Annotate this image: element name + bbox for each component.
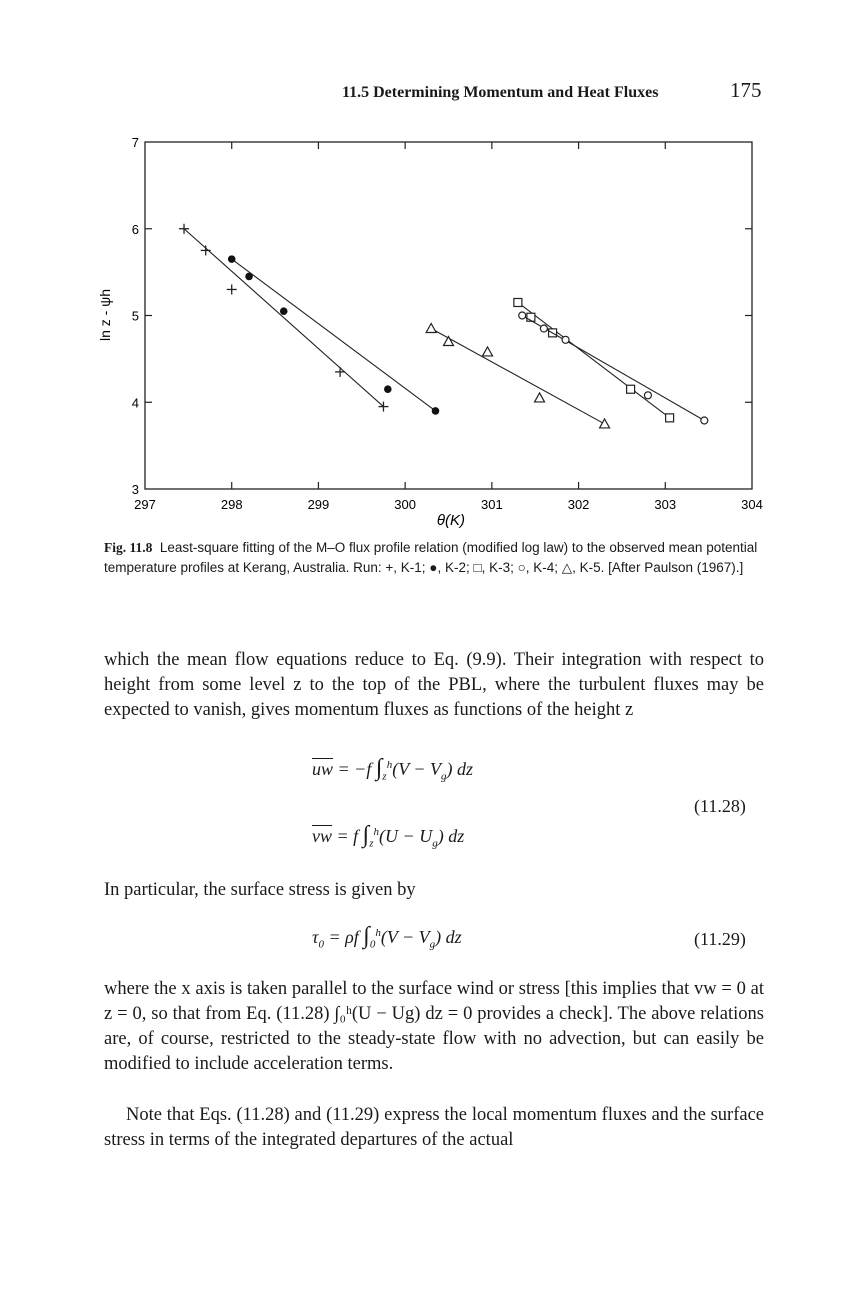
series-k-2 bbox=[228, 255, 439, 414]
x-tick-label: 299 bbox=[307, 497, 330, 512]
x-tick-label: 302 bbox=[567, 497, 590, 512]
y-tick-labels bbox=[132, 135, 139, 497]
y-tick-label: 5 bbox=[131, 308, 139, 324]
data-point-k-2 bbox=[432, 407, 440, 415]
x-tick-label: 304 bbox=[741, 497, 763, 512]
equation-tau0: $\tau_0 = \rho f$ $\int_0^h(V - V_g)$ dz bbox=[312, 923, 462, 951]
data-point-k-3 bbox=[666, 414, 674, 422]
data-point-k-4 bbox=[519, 312, 526, 319]
paragraph-4: Note that Eqs. (11.28) and (11.29) express the local momentum fluxes and the surface stress in terms of the integrated departures of the actual bbox=[104, 1105, 764, 1150]
y-tick-label: 3 bbox=[131, 482, 139, 497]
fit-line-k-5 bbox=[431, 329, 604, 424]
paragraph-3: where the x axis is taken parallel to the surface wind or stress [this implies that vw = 0 at z = 0, so that from Eq. (11.28) ∫₀ʰ(U − Ug) dz = 0 provides a check]. The above relations are, of course, restricted to the steady-state flow with no advection, but can easily be modified to include acceleration terms. bbox=[104, 979, 764, 1074]
y-tick-label: 7 bbox=[131, 135, 139, 150]
data-point-k-2 bbox=[384, 385, 392, 393]
x-tick-label: 303 bbox=[654, 497, 677, 512]
data-point-k-4 bbox=[540, 325, 547, 332]
data-point-k-5 bbox=[600, 419, 610, 428]
data-point-k-5 bbox=[444, 337, 454, 346]
x-tick-label: 297 bbox=[134, 497, 156, 512]
figure-label: Fig. 11.8 bbox=[104, 540, 153, 555]
series-layer bbox=[179, 224, 708, 428]
series-k-4 bbox=[519, 312, 708, 424]
data-point-k-2 bbox=[280, 307, 288, 315]
y-tick-label: 4 bbox=[131, 395, 139, 411]
data-point-k-2 bbox=[228, 255, 236, 263]
x-tick-labels bbox=[134, 497, 763, 512]
data-point-k-3 bbox=[514, 298, 522, 306]
figure-caption-text: Least-square fitting of the M–O flux profile relation (modified log law) to the observed mean potential temperature profiles at Kerang, Australia. Run: +, K-1; ●, K-2; □, K-3; ○, K-4; △, K-5. [After Paulson (1967).] bbox=[104, 540, 758, 575]
y-tick-label: 6 bbox=[131, 221, 139, 237]
data-point-k-4 bbox=[562, 336, 569, 343]
fit-line-k-2 bbox=[232, 259, 436, 411]
data-point-k-1 bbox=[335, 367, 345, 377]
data-point-k-5 bbox=[483, 347, 493, 356]
data-point-k-3 bbox=[627, 385, 635, 393]
data-point-k-4 bbox=[644, 392, 651, 399]
data-point-k-1 bbox=[201, 245, 211, 255]
paragraph-2: In particular, the surface stress is given by bbox=[104, 880, 416, 900]
series-k-1 bbox=[179, 224, 388, 412]
fit-line-k-4 bbox=[522, 316, 704, 421]
x-tick-label: 301 bbox=[481, 497, 503, 512]
data-point-k-5 bbox=[426, 324, 436, 333]
plot-frame bbox=[145, 142, 752, 489]
x-axis-label: θ(K) bbox=[436, 512, 466, 529]
series-k-5 bbox=[426, 324, 609, 428]
data-point-k-2 bbox=[245, 273, 253, 281]
data-point-k-4 bbox=[701, 417, 708, 424]
figure-caption bbox=[104, 538, 764, 578]
y-axis-label: ln z - ψh bbox=[97, 289, 113, 341]
page-number: 175 bbox=[730, 78, 762, 102]
figure-11-8-chart bbox=[0, 130, 864, 540]
data-point-k-1 bbox=[227, 284, 237, 294]
equation-number-11-29: (11.29) bbox=[694, 929, 746, 949]
paragraph-1: which the mean flow equations reduce to Eq. (9.9). Their integration with respect to height from some level z to the top of the PBL, where the turbulent fluxes may be expected to vanish, gives momentum fluxes as functions of the height z bbox=[104, 650, 764, 720]
x-tick-label: 298 bbox=[220, 497, 243, 512]
running-head bbox=[0, 78, 864, 108]
fit-line-k-1 bbox=[184, 229, 383, 407]
section-title: 11.5 Determining Momentum and Heat Fluxes bbox=[342, 84, 659, 101]
series-k-3 bbox=[514, 298, 674, 421]
axis-ticks bbox=[145, 142, 752, 489]
data-point-k-5 bbox=[535, 393, 545, 402]
equation-number-11-28: (11.28) bbox=[694, 796, 746, 816]
equation-uw: $\overline{uw} = -f$ $\int_z^h(V - V_g)$ dz bbox=[312, 755, 474, 783]
x-tick-label: 300 bbox=[394, 497, 416, 512]
equation-vw: $\overline{vw} = f$ $\int_z^h(U - U_g)$ dz bbox=[312, 822, 465, 850]
